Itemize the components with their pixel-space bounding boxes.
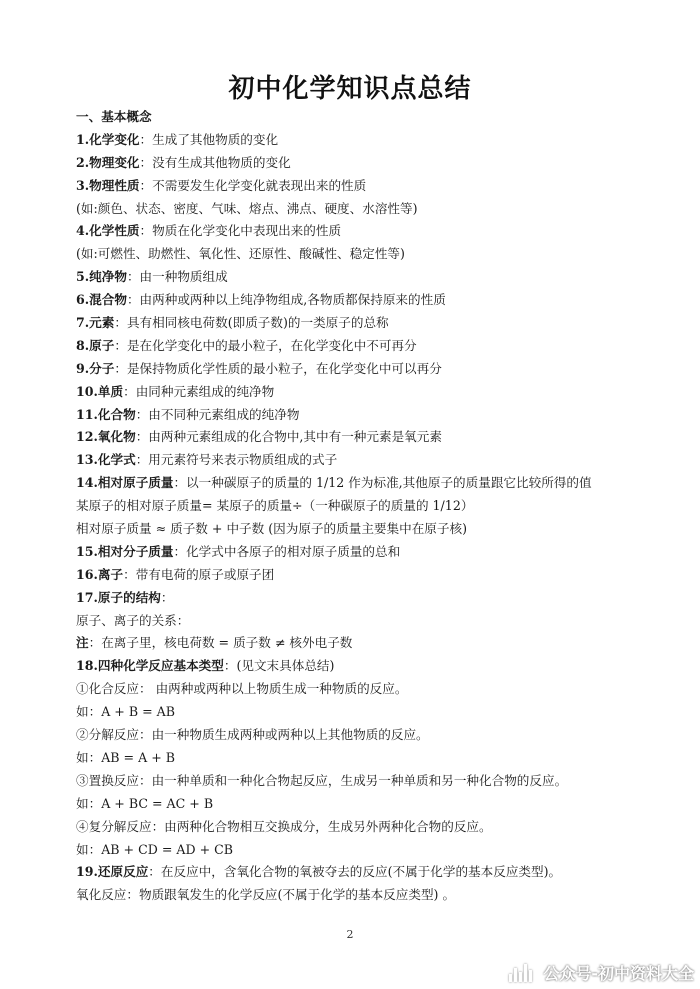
line-text: 如：AB = A + B bbox=[76, 749, 176, 765]
watermark-text: 公众号-初中资料大全 bbox=[543, 963, 694, 983]
line-text: ：用元素符号来表示物质组成的式子 bbox=[135, 452, 338, 468]
content-line bbox=[76, 655, 676, 678]
term-label: 15.相对分子质量 bbox=[76, 543, 174, 559]
watermark-logo-icon bbox=[509, 962, 537, 982]
line-text: ：由两种或两种以上纯净物组成,各物质都保持原来的性质 bbox=[126, 292, 446, 308]
line-text: ：不需要发生化学变化就表现出来的性质 bbox=[139, 177, 367, 193]
content-line bbox=[76, 175, 676, 198]
line-text: 如：AB + CD = AD + CB bbox=[76, 841, 234, 857]
content-line bbox=[76, 541, 676, 564]
content-line bbox=[76, 564, 676, 587]
term-label: 12.氧化物 bbox=[76, 429, 136, 445]
content-line bbox=[76, 632, 676, 655]
line-text: ①化合反应： 由两种或两种以上物质生成一种物质的反应。 bbox=[76, 681, 408, 697]
line-text: ：是保持物质化学性质的最小粒子，在化学变化中可以再分 bbox=[114, 360, 442, 376]
content-line bbox=[76, 495, 676, 518]
term-label: 11.化合物 bbox=[76, 406, 136, 422]
term-label: 9.分子 bbox=[76, 360, 115, 376]
content-line bbox=[76, 793, 676, 816]
content-line bbox=[76, 518, 676, 541]
term-label: 8.原子 bbox=[76, 337, 115, 353]
content-line bbox=[76, 678, 676, 701]
term-label: 18.四种化学反应基本类型 bbox=[76, 658, 224, 674]
line-text: 如：A + BC = AC + B bbox=[76, 795, 214, 811]
term-label: 19.还原反应 bbox=[76, 864, 149, 880]
content-line bbox=[76, 381, 676, 404]
term-label: 10.单质 bbox=[76, 383, 124, 399]
line-text: 原子、离子的关系： bbox=[76, 612, 190, 628]
term-label: 1.化学变化 bbox=[76, 131, 140, 147]
term-label: 2.物理变化 bbox=[76, 154, 140, 170]
term-label: 6.混合物 bbox=[76, 292, 127, 308]
term-label: 4.化学性质 bbox=[76, 223, 140, 239]
line-text: ：带有电荷的原子或原子团 bbox=[123, 566, 275, 582]
content-line bbox=[76, 312, 676, 335]
line-text: ：没有生成其他物质的变化 bbox=[139, 154, 291, 170]
content-line bbox=[76, 335, 676, 358]
line-text: ：在离子里，核电荷数 = 质子数 ≠ 核外电子数 bbox=[88, 635, 353, 651]
content-line bbox=[76, 587, 676, 610]
line-text: ：生成了其他物质的变化 bbox=[139, 131, 279, 147]
line-text: ： bbox=[160, 589, 174, 605]
content-lines bbox=[76, 106, 676, 907]
content-line bbox=[76, 816, 676, 839]
content-line bbox=[76, 266, 676, 289]
line-text: ④复分解反应：由两种化合物相互交换成分，生成另外两种化合物的反应。 bbox=[76, 818, 492, 834]
line-text: ：物质在化学变化中表现出来的性质 bbox=[139, 223, 342, 239]
line-text: ②分解反应：由一种物质生成两种或两种以上其他物质的反应。 bbox=[76, 727, 429, 743]
content-line bbox=[76, 449, 676, 472]
line-text: 氧化反应：物质跟氧发生的化学反应(不属于化学的基本反应类型) 。 bbox=[76, 887, 456, 903]
line-text: ：由两种元素组成的化合物中,其中有一种元素是氧元素 bbox=[135, 429, 442, 445]
line-text: 如：A + B = AB bbox=[76, 704, 176, 720]
content-line bbox=[76, 152, 676, 175]
line-text: 相对原子质量 ≈ 质子数 + 中子数 (因为原子的质量主要集中在原子核) bbox=[76, 521, 467, 537]
section-heading: 一、基本概念 bbox=[76, 109, 152, 124]
term-label: 17.原子的结构 bbox=[76, 589, 161, 605]
line-text: 某原子的相对原子质量= 某原子的质量÷（一种碳原子的质量的 1/12） bbox=[76, 498, 474, 514]
content-line bbox=[76, 747, 676, 770]
content-line bbox=[76, 701, 676, 724]
line-text: (如:颜色、状态、密度、气味、熔点、沸点、硬度、水溶性等) bbox=[76, 200, 418, 216]
term-label: 16.离子 bbox=[76, 566, 124, 582]
content-line bbox=[76, 839, 676, 862]
content-line bbox=[76, 861, 676, 884]
line-text: ：(见文末具体总结) bbox=[223, 658, 335, 674]
content-line bbox=[76, 358, 676, 381]
line-text: ：由不同种元素组成的纯净物 bbox=[135, 406, 300, 422]
term-label: 注 bbox=[76, 635, 89, 651]
content-line bbox=[76, 884, 676, 907]
content-line bbox=[76, 198, 676, 221]
content-line bbox=[76, 472, 676, 495]
line-text: ：具有相同核电荷数(即质子数)的一类原子的总称 bbox=[114, 315, 389, 331]
content-line bbox=[76, 289, 676, 312]
content-line bbox=[76, 404, 676, 427]
content-line bbox=[76, 129, 676, 152]
term-label: 5.纯净物 bbox=[76, 269, 127, 285]
line-text: ：由一种物质组成 bbox=[126, 269, 228, 285]
line-text: ：化学式中各原子的相对原子质量的总和 bbox=[173, 543, 401, 559]
page-number: 2 bbox=[346, 928, 354, 941]
line-text: ：是在化学变化中的最小粒子，在化学变化中不可再分 bbox=[114, 337, 417, 353]
document-title: 初中化学知识点总结 bbox=[228, 74, 472, 104]
term-label: 7.元素 bbox=[76, 315, 115, 331]
line-text: ③置换反应：由一种单质和一种化合物起反应，生成另一种单质和另一种化合物的反应。 bbox=[76, 772, 568, 788]
content-line bbox=[76, 426, 676, 449]
content-line bbox=[76, 220, 676, 243]
term-label: 13.化学式 bbox=[76, 452, 136, 468]
line-text: (如:可燃性、助燃性、氧化性、还原性、酸碱性、稳定性等) bbox=[76, 246, 405, 262]
content-line bbox=[76, 724, 676, 747]
term-label: 14.相对原子质量 bbox=[76, 475, 174, 491]
content-line bbox=[76, 610, 676, 633]
content-line bbox=[76, 243, 676, 266]
line-text: ：由同种元素组成的纯净物 bbox=[123, 383, 275, 399]
content-line bbox=[76, 770, 676, 793]
line-text: ：在反应中，含氧化合物的氧被夺去的反应(不属于化学的基本反应类型)。 bbox=[148, 864, 562, 880]
watermark bbox=[509, 959, 694, 985]
line-text: ：以一种碳原子的质量的 1/12 作为标准,其他原子的质量跟它比较所得的值 bbox=[173, 475, 592, 491]
term-label: 3.物理性质 bbox=[76, 177, 140, 193]
